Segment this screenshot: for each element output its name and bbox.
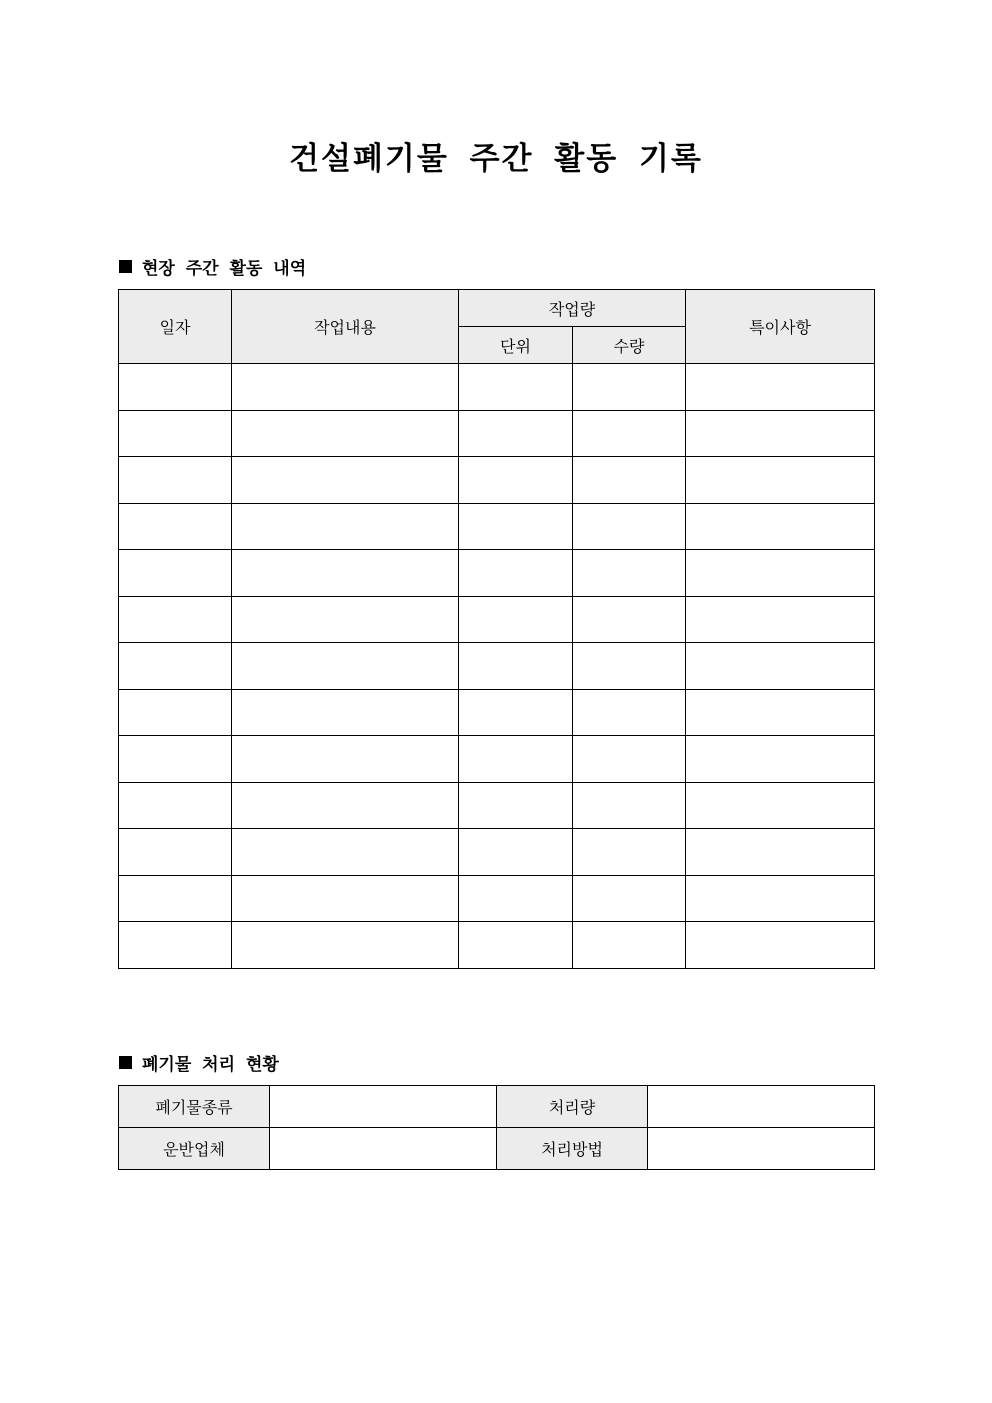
cell-unit[interactable] [459,550,573,597]
cell-remarks[interactable] [686,922,875,969]
cell-remarks[interactable] [686,364,875,411]
table-row [119,457,875,504]
cell-quantity[interactable] [573,922,686,969]
square-bullet-icon [119,260,132,273]
cell-date[interactable] [119,410,232,457]
table-row [119,596,875,643]
cell-quantity[interactable] [573,550,686,597]
cell-remarks[interactable] [686,736,875,783]
cell-unit[interactable] [459,782,573,829]
cell-remarks[interactable] [686,875,875,922]
cell-quantity[interactable] [573,643,686,690]
cell-date[interactable] [119,922,232,969]
table-row [119,736,875,783]
document-title: 건설폐기물 주간 활동 기록 [289,141,703,177]
cell-work-content[interactable] [232,410,459,457]
cell-date[interactable] [119,829,232,876]
cell-date[interactable] [119,736,232,783]
cell-date[interactable] [119,689,232,736]
cell-work-content[interactable] [232,364,459,411]
table-row [119,875,875,922]
cell-date[interactable] [119,596,232,643]
cell-date[interactable] [119,782,232,829]
cell-work-content[interactable] [232,457,459,504]
cell-unit[interactable] [459,503,573,550]
cell-date[interactable] [119,364,232,411]
cell-work-content[interactable] [232,503,459,550]
cell-date[interactable] [119,457,232,504]
header-work-amount: 작업량 [459,290,686,327]
field-waste-type[interactable] [270,1086,497,1128]
cell-unit[interactable] [459,457,573,504]
cell-quantity[interactable] [573,364,686,411]
cell-unit[interactable] [459,689,573,736]
table-row [119,550,875,597]
cell-unit[interactable] [459,643,573,690]
cell-work-content[interactable] [232,829,459,876]
square-bullet-icon [119,1056,132,1069]
cell-remarks[interactable] [686,829,875,876]
cell-remarks[interactable] [686,550,875,597]
cell-unit[interactable] [459,736,573,783]
table-row [119,503,875,550]
cell-quantity[interactable] [573,689,686,736]
cell-quantity[interactable] [573,736,686,783]
cell-date[interactable] [119,550,232,597]
cell-work-content[interactable] [232,689,459,736]
cell-work-content[interactable] [232,596,459,643]
cell-work-content[interactable] [232,782,459,829]
cell-remarks[interactable] [686,410,875,457]
cell-remarks[interactable] [686,457,875,504]
label-transporter: 운반업체 [119,1128,270,1170]
cell-date[interactable] [119,643,232,690]
cell-remarks[interactable] [686,643,875,690]
cell-remarks[interactable] [686,689,875,736]
header-date: 일자 [119,290,232,364]
cell-work-content[interactable] [232,736,459,783]
cell-quantity[interactable] [573,410,686,457]
cell-unit[interactable] [459,922,573,969]
section-heading-weekly-activity [119,254,306,279]
cell-unit[interactable] [459,596,573,643]
cell-remarks[interactable] [686,782,875,829]
cell-quantity[interactable] [573,829,686,876]
table-row [119,829,875,876]
table-row [119,782,875,829]
weekly-activity-table [118,289,875,969]
cell-quantity[interactable] [573,875,686,922]
cell-unit[interactable] [459,364,573,411]
cell-date[interactable] [119,503,232,550]
cell-quantity[interactable] [573,457,686,504]
cell-work-content[interactable] [232,550,459,597]
cell-unit[interactable] [459,829,573,876]
table-row [119,410,875,457]
header-work-content: 작업내용 [232,290,459,364]
cell-quantity[interactable] [573,596,686,643]
cell-remarks[interactable] [686,503,875,550]
table-row [119,643,875,690]
cell-quantity[interactable] [573,503,686,550]
cell-unit[interactable] [459,410,573,457]
section-heading-text: 폐기물 처리 현황 [142,1055,279,1075]
table-row [119,922,875,969]
cell-quantity[interactable] [573,782,686,829]
cell-remarks[interactable] [686,596,875,643]
header-quantity: 수량 [573,327,686,364]
cell-work-content[interactable] [232,875,459,922]
section-heading-waste-processing [119,1050,279,1075]
cell-unit[interactable] [459,875,573,922]
table-row [119,689,875,736]
table-row [119,364,875,411]
waste-processing-table [118,1085,875,1170]
cell-work-content[interactable] [232,922,459,969]
label-processing-method: 처리방법 [497,1128,648,1170]
label-processed-amount: 처리량 [497,1086,648,1128]
cell-date[interactable] [119,875,232,922]
section-heading-text: 현장 주간 활동 내역 [142,259,307,279]
header-remarks: 특이사항 [686,290,875,364]
field-processed-amount[interactable] [648,1086,875,1128]
cell-work-content[interactable] [232,643,459,690]
header-unit: 단위 [459,327,573,364]
field-processing-method[interactable] [648,1128,875,1170]
field-transporter[interactable] [270,1128,497,1170]
label-waste-type: 폐기물종류 [119,1086,270,1128]
